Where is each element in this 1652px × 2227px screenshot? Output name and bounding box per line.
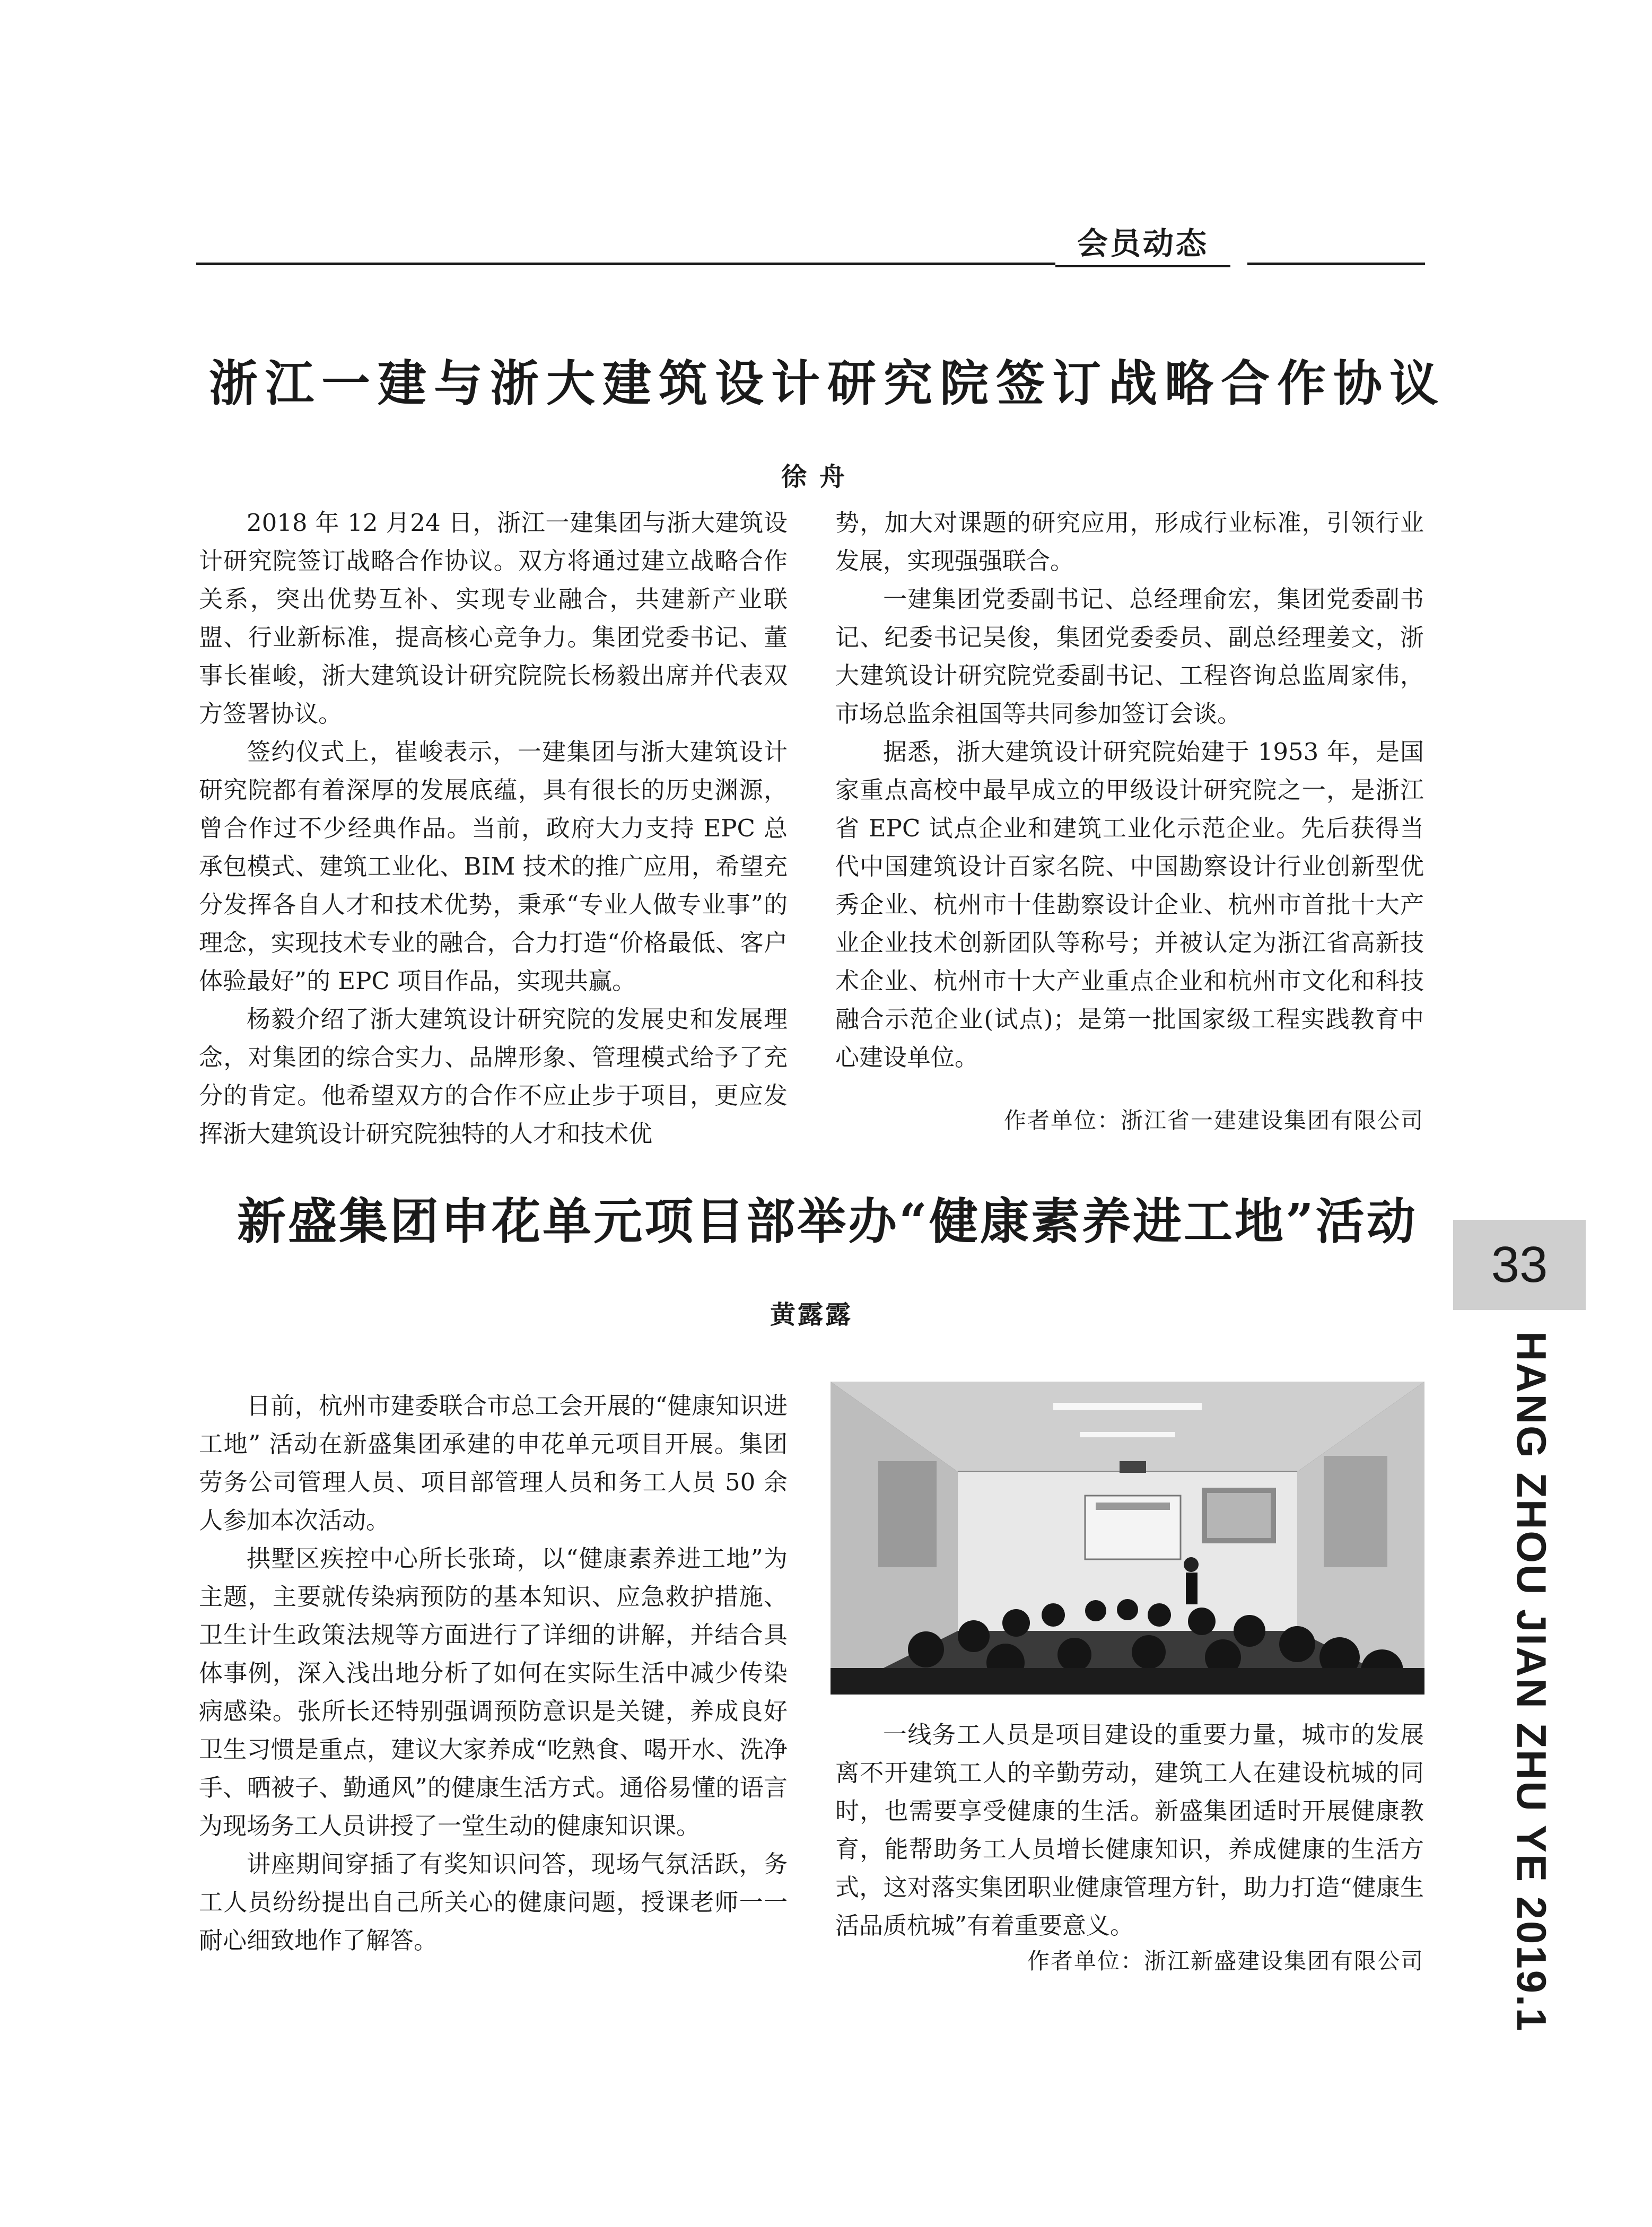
page-number: 33 bbox=[1453, 1220, 1586, 1310]
article1-affiliation: 作者单位：浙江省一建建设集团有限公司 bbox=[1003, 1107, 1424, 1133]
header-rule-left bbox=[196, 263, 1055, 265]
paragraph: 日前，杭州市建委联合市总工会开展的“健康知识进工地” 活动在新盛集团承建的申花单元项目开展。集团劳务公司管理人员、项目部管理人员和务工人员 50 余人参加本次活动。 bbox=[199, 1392, 788, 1534]
article2-author: 黄露露 bbox=[770, 1300, 853, 1330]
article2-title: 新盛集团申花单元项目部举办“健康素养进工地”活动 bbox=[237, 1193, 1418, 1250]
article1-left-column bbox=[199, 504, 788, 1153]
paragraph: 一线务工人员是项目建设的重要力量，城市的发展离不开建筑工人的辛勤劳动，建筑工人在建设杭城的同时，也需要享受健康的生活。新盛集团适时开展健康教育，能帮助务工人员增长健康知识，养成健康的生活方式，这对落实集团职业健康管理方针，助力打造“健康生活品质杭城”有着重要意义。 bbox=[835, 1721, 1424, 1940]
lecture-photo-illustration bbox=[831, 1382, 1424, 1695]
article2-right-column bbox=[835, 1716, 1424, 1945]
lecture-photo bbox=[831, 1382, 1424, 1695]
paragraph: 拱墅区疾控中心所长张琦，以“健康素养进工地”为主题，主要就传染病预防的基本知识、应急救护措施、卫生计生政策法规等方面进行了详细的讲解，并结合具体事例，深入浅出地分析了如何在实际生活中减少传染病感染。张所长还特别强调预防意识是关键，养成良好卫生习惯是重点，建议大家养成“吃熟食、喝开水、洗净手、晒被子、勤通风”的健康生活方式。通俗易懂的语言为现场务工人员讲授了一堂生动的健康知识课。 bbox=[199, 1544, 788, 1840]
article1-title: 浙江一建与浙大建筑设计研究院签订战略合作协议 bbox=[208, 355, 1446, 412]
section-tag: 会员动态 bbox=[1055, 222, 1230, 267]
article2-left-column bbox=[199, 1387, 788, 1960]
paragraph: 讲座期间穿插了有奖知识问答，现场气氛活跃，务工人员纷纷提出自己所关心的健康问题，授课老师一一耐心细致地作了解答。 bbox=[199, 1850, 788, 1954]
paragraph: 据悉，浙大建筑设计研究院始建于 1953 年，是国家重点高校中最早成立的甲级设计研究院之一，是浙江省 EPC 试点企业和建筑工业化示范企业。先后获得当代中国建筑设计百家名院、中国勘察设计行业创新型优秀企业、杭州市十佳勘察设计企业、杭州市首批十大产业企业技术创新团队等称号；并被认定为浙江省高新技术企业、杭州市十大产业重点企业和杭州市文化和科技融合示范企业(试点)；是第一批国家级工程实践教育中心建设单位。 bbox=[835, 738, 1424, 1071]
paragraph: 一建集团党委副书记、总经理俞宏，集团党委副书记、纪委书记吴俊，集团党委委员、副总经理姜文，浙大建筑设计研究院党委副书记、工程咨询总监周家伟，市场总监余祖国等共同参加签订会谈。 bbox=[835, 585, 1424, 728]
paragraph: 杨毅介绍了浙大建筑设计研究院的发展史和发展理念，对集团的综合实力、品牌形象、管理模式给予了充分的肯定。他希望双方的合作不应止步于项目，更应发挥浙大建筑设计研究院独特的人才和技术优 bbox=[199, 1005, 788, 1148]
article1-right-column bbox=[835, 504, 1424, 1077]
article1-author: 徐舟 bbox=[781, 462, 858, 492]
paragraph: 签约仪式上，崔峻表示，一建集团与浙大建筑设计研究院都有着深厚的发展底蕴，具有很长的历史渊源，曾合作过不少经典作品。当前，政府大力支持 EPC 总承包模式、建筑工业化、BIM 技术的推广应用，希望充分发挥各自人才和技术优势，秉承“专业人做专业事”的理念，实现技术专业的融合，合力打造“价格最低、客户体验最好”的 EPC 项目作品，实现共赢。 bbox=[199, 738, 788, 995]
header-rule-right bbox=[1247, 263, 1425, 265]
journal-vertical-title: HANG ZHOU JIAN ZHU YE 2019.1 bbox=[1508, 1331, 1555, 2033]
paragraph: 2018 年 12 月24 日，浙江一建集团与浙大建筑设计研究院签订战略合作协议。双方将通过建立战略合作关系，突出优势互补、实现专业融合，共建新产业联盟、行业新标准，提高核心竞争力。集团党委书记、董事长崔峻，浙大建筑设计研究院院长杨毅出席并代表双方签署协议。 bbox=[199, 509, 788, 728]
article2-affiliation: 作者单位：浙江新盛建设集团有限公司 bbox=[1027, 1948, 1424, 1974]
paragraph-continued: 势，加大对课题的研究应用，形成行业标准，引领行业发展，实现强强联合。 bbox=[835, 509, 1424, 575]
